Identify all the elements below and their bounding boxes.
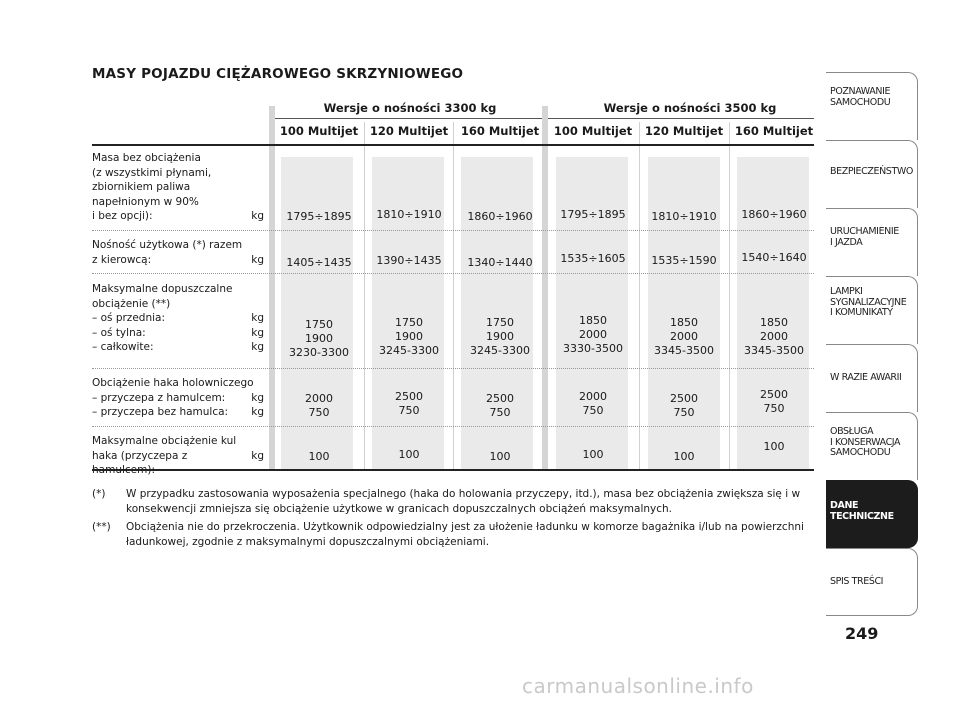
table-bottom-rule bbox=[92, 469, 814, 471]
page-title: MASY POJAZDU CIĘŻAROWEGO SKRZYNIOWEGO bbox=[92, 66, 464, 82]
group-header-3500: Wersje o nośności 3500 kg bbox=[603, 101, 777, 115]
table-cell: 2000 750 bbox=[579, 390, 607, 417]
nav-tab-obsluga[interactable]: OBSŁUGA I KONSERWACJA SAMOCHODU bbox=[826, 412, 918, 480]
row-label-hitch-load: Maksymalne obciążenie kul haka (przyczepa z hamulcem): kg bbox=[92, 435, 264, 476]
table-cell: 1750 1900 3230-3300 bbox=[289, 318, 349, 359]
table-cell: 100 bbox=[308, 450, 330, 463]
column-header: 120 Multijet bbox=[644, 124, 724, 138]
table-cell: 2500 750 bbox=[760, 388, 788, 415]
row-divider bbox=[92, 230, 814, 231]
page-number: 249 bbox=[845, 624, 879, 643]
row-divider bbox=[92, 273, 814, 274]
column-separator bbox=[639, 122, 640, 470]
table-cell: 1860÷1960 bbox=[741, 208, 807, 221]
table-cell: 1850 2000 3345-3500 bbox=[744, 316, 804, 357]
column-bg bbox=[648, 157, 720, 469]
table-cell: 1850 2000 3330-3500 bbox=[563, 314, 623, 355]
column-bg bbox=[281, 157, 353, 469]
watermark: carmanualsonline.info bbox=[522, 674, 754, 698]
nav-tab-uruchamienie[interactable]: URUCHAMIENIE I JAZDA bbox=[826, 208, 918, 276]
table-cell: 1850 2000 3345-3500 bbox=[654, 316, 714, 357]
nav-tab-bezpieczenstwo[interactable]: BEZPIECZEŃSTWO bbox=[826, 140, 918, 208]
table-cell: 100 bbox=[582, 448, 604, 461]
table-cell: 2000 750 bbox=[305, 392, 333, 419]
column-header: 120 Multijet bbox=[369, 124, 449, 138]
column-separator bbox=[729, 122, 730, 470]
row-divider bbox=[92, 426, 814, 427]
row-label-towing: Obciążenie haka holowniczego – przyczepa z hamulcem: kg – przyczepa bez hamulca: kg bbox=[92, 377, 264, 418]
table-cell: 1795÷1895 bbox=[286, 210, 352, 223]
row-label-payload: Nośność użytkowa (*) razem z kierowcą: kg bbox=[92, 239, 264, 266]
column-separator bbox=[453, 122, 454, 470]
column-bg bbox=[737, 157, 809, 469]
table-cell: 1340÷1440 bbox=[467, 256, 533, 269]
nav-tab-lampki[interactable]: LAMPKI SYGNALIZACYJNE I KOMUNIKATY bbox=[826, 276, 918, 344]
nav-tab-dane-techniczne[interactable]: DANE TECHNICZNE bbox=[826, 480, 918, 548]
column-bg bbox=[461, 157, 533, 469]
column-bg bbox=[556, 157, 628, 469]
table-cell: 100 bbox=[673, 450, 695, 463]
table-cell: 1860÷1960 bbox=[467, 210, 533, 223]
column-header: 160 Multijet bbox=[460, 124, 540, 138]
column-bg bbox=[372, 157, 444, 469]
table-cell: 2500 750 bbox=[486, 392, 514, 419]
table-cell: 1810÷1910 bbox=[376, 208, 442, 221]
group-header-3300: Wersje o nośności 3300 kg bbox=[323, 101, 497, 115]
footnote: (**) Obciążenia nie do przekroczenia. Użytkownik odpowiedzialny jest za ułożenie ładunku w komorze bagażnika i/lub na powierzchni ładunkowej, zgodnie z maksymalnymi dopuszczalnymi obciążeniami. bbox=[92, 521, 804, 548]
table-top-rule bbox=[92, 144, 814, 146]
table-cell: 1535÷1590 bbox=[651, 254, 717, 267]
table-cell: 1540÷1640 bbox=[741, 251, 807, 264]
table-cell: 1390÷1435 bbox=[376, 254, 442, 267]
nav-tab-awaria[interactable]: W RAZIE AWARII bbox=[826, 344, 918, 412]
table-cell: 2500 750 bbox=[395, 390, 423, 417]
table-cell: 100 bbox=[398, 448, 420, 461]
footnote: (*) W przypadku zastosowania wyposażenia specjalnego (haka do holowania przyczepy, itd.), masa bez obciążenia zwiększa się i w konsekwencji zmniejsza się obciążenie użytkowe w granicach dopuszczalnych obciążeń maksymalnych. bbox=[92, 488, 801, 515]
table-cell: 100 bbox=[763, 440, 785, 453]
row-label-unladen-mass: Masa bez obciążenia (z wszystkimi płynami, zbiornikiem paliwa napełnionym w 90% i bez opcji): kg bbox=[92, 152, 264, 222]
table-cell: 1795÷1895 bbox=[560, 208, 626, 221]
column-header: 100 Multijet bbox=[279, 124, 359, 138]
column-header: 160 Multijet bbox=[734, 124, 814, 138]
table-cell: 100 bbox=[489, 450, 511, 463]
table-cell: 1750 1900 3245-3300 bbox=[470, 316, 530, 357]
nav-tab-poznawanie[interactable]: POZNAWANIE SAMOCHODU bbox=[826, 72, 918, 140]
row-label-max-load: Maksymalne dopuszczalne obciążenie (**) – oś przednia: kg – oś tylna: kg – całkowite: kg bbox=[92, 283, 264, 353]
table-cell: 2500 750 bbox=[670, 392, 698, 419]
footnotes bbox=[92, 487, 807, 553]
nav-tab-spis-tresci[interactable]: SPIS TREŚCI bbox=[826, 548, 918, 616]
row-divider bbox=[92, 368, 814, 369]
table-cell: 1810÷1910 bbox=[651, 210, 717, 223]
column-header: 100 Multijet bbox=[553, 124, 633, 138]
table-cell: 1535÷1605 bbox=[560, 252, 626, 265]
table-cell: 1750 1900 3245-3300 bbox=[379, 316, 439, 357]
table-cell: 1405÷1435 bbox=[286, 256, 352, 269]
column-separator bbox=[364, 122, 365, 470]
